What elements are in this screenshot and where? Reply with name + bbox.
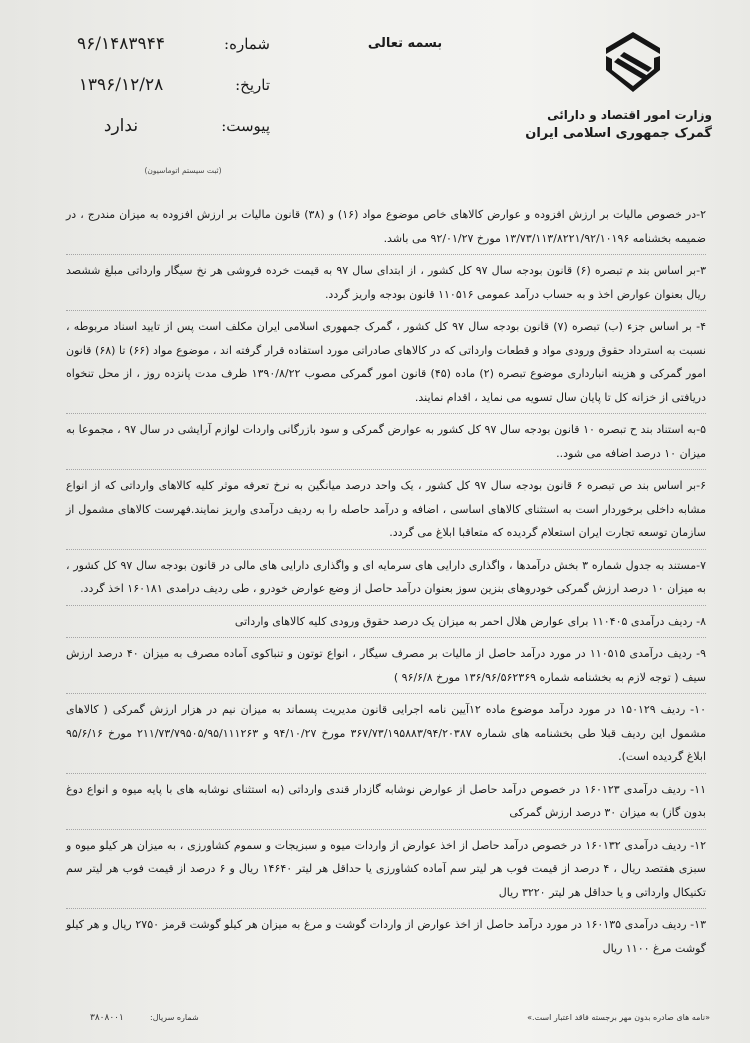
irica-logo-icon (604, 30, 662, 94)
attachment-label: پیوست: (221, 117, 270, 135)
serial-label: شماره سریال: (150, 1013, 199, 1022)
number-value: ۹۶/۱۴۸۳۹۴۴ (77, 34, 165, 54)
attachment-row (50, 116, 270, 142)
paragraph-9: ۹- ردیف درآمدی ۱۱۰۵۱۵ در مورد درآمد حاصل از مالیات بر مصرف سیگار ، انواع توتون و تنباکوی آماده مصرف به میزان ۴۰ درصد ارزش سیف ( توجه لازم به بخشنامه شماره ۱۳۶/۹۶/۵۶۲۳۶۹ مورخ ۹۶/۶/۸ ) (66, 642, 706, 694)
number-label: شماره: (224, 35, 270, 53)
paragraph-12: ۱۲- ردیف درآمدی ۱۶۰۱۳۲ در خصوص درآمد حاصل از اخذ عوارض از واردات میوه و سبزیجات و سموم کشاورزی ، به میزان هر کیلو میوه و سبزی هفتصد ریال ، ۴ درصد از قیمت فوب هر لیتر سم آماده کشاورزی یا حداقل هر لیتر ۱۴۶۴۰ ریال و ۶ درصد از قیمت فوب هر لیتر سم تکنیکال وارداتی و یا حداقل هر لیتر ۳۲۲۰ ریال (66, 834, 706, 910)
paragraph-7: ۷-مستند به جدول شماره ۳ بخش درآمدها ، واگذاری دارایی های سرمایه ای و واگذاری دارایی های مالی در قانون بودجه سال ۹۷ کل کشور ، به میزان ۱۰ درصد ارزش گمرکی خودروهای بنزین سوز بعنوان درآمد حاصل از وضع عوارض خودرو ، طی ردیف درامدی ۱۶۰۱۸۱ اخذ گردد. (66, 554, 706, 606)
paragraph-2: ۲-در خصوص مالیات بر ارزش افزوده و عوارض کالاهای خاص موضوع مواد (۱۶) و (۳۸) قانون مالیات بر ارزش افزوده به میزان مندرج ، در ضمیمه بخشنامه ۱۳/۷۳/۱۱۳/۸۲۲۱/۹۲/۱۰۱۹۶ مورخ ۹۲/۰۱/۲۷ می باشد. (66, 203, 706, 255)
validity-note: «نامه های صادره بدون مهر برجسته فاقد اعتبار است.» (527, 1013, 710, 1022)
automation-note: (ثبت سیستم اتوماسیون) (144, 166, 222, 175)
paragraph-10: ۱۰- ردیف ۱۵۰۱۲۹ در مورد درآمد موضوع ماده ۱۲آیین نامه اجرایی قانون مدیریت پسماند به میزان نیم در هزار ارزش گمرکی ( کالاهای مشمول این ردیف قبلا طی بخشنامه های شماره ۳۶۷/۷۳/۱۹۵۸۸۳/۹۴/۲۰۳۸۷ مورخ ۹۴/۱۰/۲۷ و ۲۱۱/۷۳/۷۹۵۰۵/۹۵/۱۱۱۲۶۳ مورخ ۹۵/۶/۱۶ ابلاغ گردیده است). (66, 698, 706, 774)
paragraph-3: ۳-بر اساس بند م تبصره (۶) قانون بودجه سال ۹۷ کل کشور ، از ابتدای سال ۹۷ به قیمت خرده فروشی هر نخ سیگار وارداتی مبلغ ششصد ریال بعنوان عوارض اخذ و به حساب درآمد عمومی ۱۱۰۵۱۶ قانون بودجه واریز گردد. (66, 259, 706, 311)
paragraph-8: ۸- ردیف درآمدی ۱۱۰۴۰۵ برای عوارض هلال احمر به میزان یک درصد حقوق ورودی کلیه کالاهای وارداتی (66, 610, 706, 639)
issuer-block (502, 108, 712, 141)
letter-body (66, 203, 706, 968)
customs-name: گمرک جمهوری اسلامی ایران (525, 126, 712, 141)
letter-meta (50, 34, 270, 157)
attachment-value: ندارد (103, 116, 139, 136)
bismillah-heading: بسمه تعالی (367, 36, 443, 51)
number-row (50, 34, 270, 60)
date-label: تاریخ: (235, 76, 270, 94)
paragraph-11: ۱۱- ردیف درآمدی ۱۶۰۱۲۳ در خصوص درآمد حاصل از عوارض نوشابه گازدار قندی وارداتی (به استثنای نوشابه های با پایه میوه و انواع دوغ بدون گاز) به میزان ۳۰ درصد ارزش گمرکی (66, 778, 706, 830)
date-value: ۱۳۹۶/۱۲/۲۸ (78, 75, 164, 95)
date-row (50, 75, 270, 101)
ministry-name: وزارت امور اقتصاد و دارائی (547, 108, 712, 122)
paragraph-6: ۶-بر اساس بند ص تبصره ۶ قانون بودجه سال ۹۷ کل کشور ، یک واحد درصد میانگین به نرخ تعرفه موثر کلیه کالاهای وارداتی که از انواع مشابه داخلی برخوردار است به استثنای کالاهای اساسی ، اضافه و درآمد حاصله را به ردیف درآمدی واریز نمایند.فهرست کالاهای مشمول از سازمان توسعه تجارت ایران استعلام گردیده که متعاقبا ابلاغ می گردد. (66, 474, 706, 550)
paragraph-5: ۵-به استناد بند ح تبصره ۱۰ قانون بودجه سال ۹۷ کل کشور به عوارض گمرکی و سود بازرگانی واردات لوازم آرایشی در سال ۹۷ ، مجموعا به میزان ۱۰ درصد اضافه می شود.. (66, 418, 706, 470)
serial-number: ۳۸۰۸۰۰۱ (90, 1013, 124, 1023)
paragraph-4: ۴- بر اساس جزء (ب) تبصره (۷) قانون بودجه سال ۹۷ کل کشور ، گمرک جمهوری اسلامی ایران مکلف است پس از تایید اسناد مربوطه ، نسبت به استرداد حقوق ورودی مواد و قطعات وارداتی که در کالاهای صادراتی مورد استفاده قرار گرفته اند ، موضوع مواد (۶۶) تا (۶۸) قانون امور گمرکی و هزینه انبارداری موضوع تبصره (۲) ماده (۴۵) قانون امور گمرکی مصوب ۱۳۹۰/۸/۲۲ ظرف مدت پانزده روز ، از محل تنخواه دریافتی از خزانه کل تا پایان سال تسویه می نماید ، اقدام نمایند. (66, 315, 706, 414)
paragraph-13: ۱۳- ردیف درآمدی ۱۶۰۱۳۵ در مورد درآمد حاصل از اخذ عوارض از واردات گوشت و مرغ به میزان هر کیلو گوشت قرمز ۲۷۵۰ ریال و هر کیلو گوشت مرغ ۱۱۰۰ ریال (66, 918, 706, 955)
